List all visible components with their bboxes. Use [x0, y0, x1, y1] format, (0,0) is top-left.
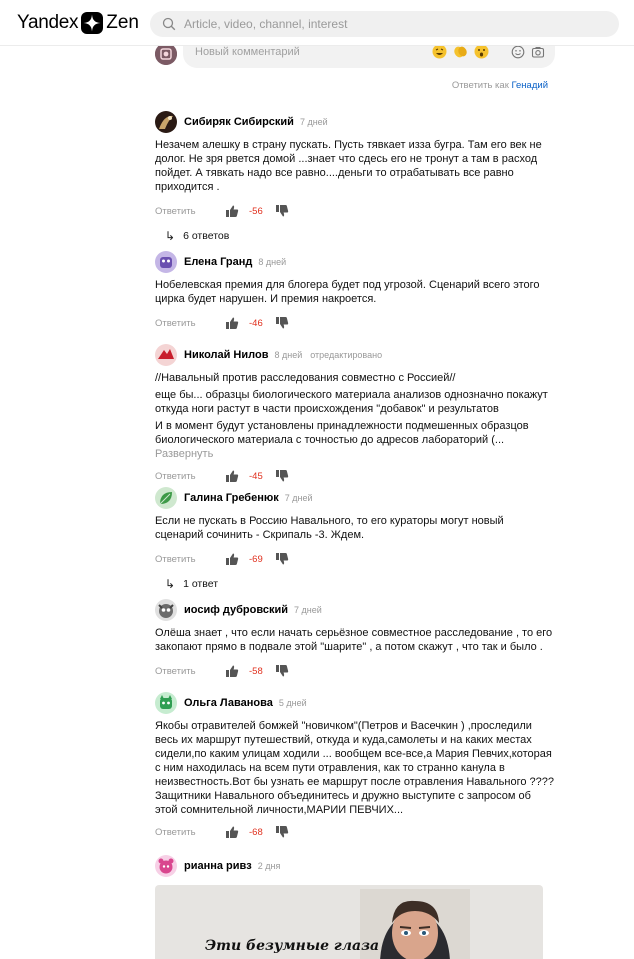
image-caption: Эти безумные глаза: [205, 938, 380, 954]
comment-time: 5 дней: [278, 698, 307, 708]
current-user-avatar: [155, 43, 177, 65]
comment: [155, 855, 555, 877]
comment-time: 7 дней: [294, 605, 322, 615]
thumbs-up-icon[interactable]: [225, 316, 239, 330]
comment-author[interactable]: Николай Нилов: [184, 349, 269, 361]
thumbs-down-icon[interactable]: [275, 469, 289, 483]
reply-button[interactable]: Ответить: [155, 665, 196, 677]
comment-score: -68: [249, 826, 263, 838]
reply-button[interactable]: Ответить: [155, 553, 196, 565]
thumbs-up-icon[interactable]: [225, 204, 239, 218]
comment-time: 7 дней: [284, 493, 313, 503]
avatar[interactable]: [155, 251, 177, 273]
thumbs-up-icon[interactable]: [225, 664, 239, 678]
reply-as-prefix: Ответить как: [451, 80, 509, 91]
comment-paragraph: //Навальный против расследования совместно с Россией//: [155, 372, 456, 384]
comment-text: [155, 138, 555, 194]
comment-actions: [155, 315, 555, 331]
top-bar: [0, 0, 634, 46]
show-replies-button[interactable]: [165, 577, 555, 591]
clapping-emoji-icon[interactable]: [453, 44, 468, 59]
search-icon: [162, 17, 176, 31]
comment-paragraph: [155, 419, 555, 461]
search-input[interactable]: [184, 17, 584, 31]
comment-author[interactable]: Сибиряк Сибирский: [184, 116, 294, 128]
comment-time: 8 дней: [258, 257, 287, 267]
replies-count: 6 ответов: [183, 230, 230, 242]
yandex-zen-logo[interactable]: [17, 12, 139, 34]
comment-text: [155, 719, 555, 817]
thumbs-down-icon[interactable]: [275, 552, 289, 566]
reply-button[interactable]: Ответить: [155, 826, 196, 838]
comment-score: -58: [249, 665, 263, 677]
comment-paragraph: Олёша знает , что если начать серьёзное совместное расследование , то его закопают прямо в подвале этой "шарите" , а потом скажут , что так и было .: [155, 627, 553, 653]
comment-actions: [155, 203, 555, 219]
thumbs-down-icon[interactable]: [275, 316, 289, 330]
reply-button[interactable]: Ответить: [155, 317, 196, 329]
comment-paragraph: Якобы отравителей бомжей "новичком"(Петров и Васечкин ) ,проследили весь их маршрут путешествий, откуда и куда,самолеты и на каких местах сидели,по каким улицам ходили ... вообщем все-все,а Мария Певчих,которая с ним находилась на всем пути отравления, как то странно канула в неизвестность.Вот бы узнать ее маршрут после отравления Навального ???? Защитники Навального объединитесь и дружно выступите с запросом об этой сомнительной личности,МАРИИ ПЕВЧИХ...: [155, 720, 554, 816]
comment-score: -46: [249, 317, 263, 329]
replies-count: 1 ответ: [183, 578, 218, 590]
avatar[interactable]: [155, 692, 177, 714]
search-bar[interactable]: [150, 11, 619, 37]
new-comment-placeholder: Новый комментарий: [195, 46, 300, 58]
comment-paragraph: Если не пускать в Россию Навального, то его кураторы могут новый сценарий сочинить - Скрипаль -3. Ждем.: [155, 515, 504, 541]
thumbs-up-icon[interactable]: [225, 552, 239, 566]
thumbs-down-icon[interactable]: [275, 825, 289, 839]
comment: [155, 599, 555, 679]
comment-paragraph: еще бы... образцы биологического материала анализов однозначно покажут откуда ноги растут в части происхождения "добавок" и результатов: [155, 389, 548, 415]
avatar[interactable]: [155, 855, 177, 877]
comment-time: 8 дней: [274, 350, 303, 360]
smiley-picker-icon[interactable]: [511, 45, 525, 59]
comment-time: 7 дней: [299, 117, 328, 127]
edited-label: отредактировано: [310, 350, 383, 360]
comment-text: [155, 626, 555, 654]
comment: [155, 692, 555, 840]
comment-text: [155, 278, 555, 306]
thumbs-down-icon[interactable]: [275, 664, 289, 678]
reply-button[interactable]: Ответить: [155, 470, 196, 482]
comment-paragraph: Нобелевская премия для блогера будет под угрозой. Сценарий всего этого цирка будет нарушен. И премия накроется.: [155, 279, 540, 305]
comment-score: -69: [249, 553, 263, 565]
thumbs-down-icon[interactable]: [275, 204, 289, 218]
comment-author[interactable]: иосиф дубровский: [184, 604, 289, 616]
comment-actions: [155, 824, 555, 840]
reply-arrow-icon: ↳: [165, 229, 176, 243]
avatar[interactable]: [155, 487, 177, 509]
logo-yandex-text: Yandex: [17, 12, 79, 33]
comment-text: [155, 514, 555, 542]
avatar[interactable]: [155, 111, 177, 133]
comment-actions: [155, 551, 555, 567]
reply-as-username-link[interactable]: Генадий: [511, 80, 548, 91]
comment-author[interactable]: Галина Гребенюк: [184, 492, 279, 504]
comment-score: -45: [249, 470, 263, 482]
comment-paragraph: Незачем алешку в страну пускать. Пусть тявкает изза бугра. Там его век не долог. Не зря рвется домой ...знает что сдесь его не тронут а там в расход пойдет. А тявкать надо все равно....деньги то отрабатывать все равно приходится .: [155, 139, 542, 193]
thumbs-up-icon[interactable]: [225, 825, 239, 839]
comment-image[interactable]: [155, 885, 543, 959]
comment-author[interactable]: Ольга Лаванова: [184, 697, 273, 709]
comment: [155, 251, 555, 331]
comment-author[interactable]: рианна ривз: [184, 860, 252, 872]
comment-text: [155, 371, 555, 461]
show-replies-button[interactable]: [165, 229, 555, 243]
comment: [155, 344, 555, 484]
comment-author[interactable]: Елена Гранд: [184, 256, 253, 268]
thumbs-up-icon[interactable]: [225, 469, 239, 483]
comment-score: -56: [249, 205, 263, 217]
avatar[interactable]: [155, 599, 177, 621]
logo-zen-text: Zen: [106, 12, 139, 33]
reply-button[interactable]: Ответить: [155, 205, 196, 217]
expand-link[interactable]: Развернуть: [155, 448, 214, 460]
zen-star-icon: [81, 12, 103, 34]
emoji-bar: [432, 44, 545, 59]
avatar[interactable]: [155, 344, 177, 366]
comment-actions: [155, 468, 555, 484]
reply-as-line: [452, 80, 548, 91]
reply-arrow-icon: ↳: [165, 577, 176, 591]
comment-time: 2 дня: [257, 861, 281, 871]
comment-actions: [155, 663, 555, 679]
laughing-emoji-icon[interactable]: [432, 44, 447, 59]
comment: [155, 111, 555, 243]
camera-icon[interactable]: [531, 45, 545, 59]
comment-paragraph-text: И в момент будут установлены принадлежности подмешенных образцов биологического материала с точностью до адресов лабораторий (...: [155, 420, 529, 446]
surprised-emoji-icon[interactable]: [474, 44, 489, 59]
comment: [155, 487, 555, 591]
